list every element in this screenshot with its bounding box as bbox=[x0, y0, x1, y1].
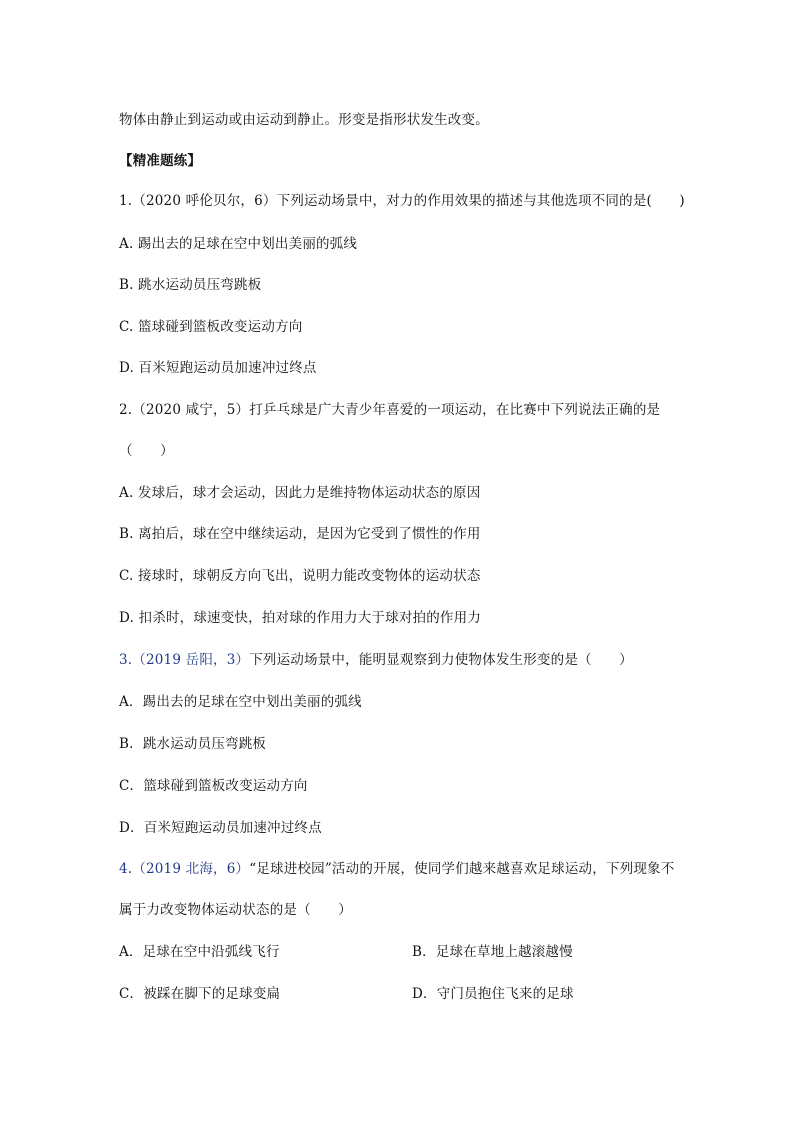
question-4-stem-line2: 属于力改变物体运动状态的是（ ） bbox=[119, 902, 352, 918]
question-3-source: 3.（2019 岳阳，3） bbox=[119, 652, 250, 668]
question-4-text: “足球进校园”活动的开展，使同学们越来越喜欢足球运动，下列现象不 bbox=[249, 861, 675, 877]
question-1-option-d: D. 百米短跑运动员加速冲过终点 bbox=[119, 360, 317, 376]
question-3-option-b: B．跳水运动员压弯跳板 bbox=[119, 736, 267, 752]
intro-text: 物体由静止到运动或由运动到静止。形变是指形状发生改变。 bbox=[119, 112, 489, 128]
question-2-option-c: C. 接球时，球朝反方向飞出，说明力能改变物体的运动状态 bbox=[119, 568, 481, 584]
question-3-text: 下列运动场景中，能明显观察到力使物体发生形变的是（ ） bbox=[249, 652, 633, 668]
question-2-stem: 2.（2020 咸宁，5）打乒乓球是广大青少年喜爱的一项运动，在比赛中下列说法正确的是 bbox=[119, 402, 661, 418]
question-1-option-b: B. 跳水运动员压弯跳板 bbox=[119, 277, 262, 293]
question-3-stem bbox=[119, 651, 633, 669]
question-2-option-b: B. 离拍后，球在空中继续运动，是因为它受到了惯性的作用 bbox=[119, 526, 481, 542]
question-3-option-d: D．百米短跑运动员加速冲过终点 bbox=[119, 820, 322, 836]
question-3-option-a: A．踢出去的足球在空中划出美丽的弧线 bbox=[119, 694, 362, 710]
question-4-option-b: B．足球在草地上越滚越慢 bbox=[412, 944, 573, 960]
question-1-stem: 1.（2020 呼伦贝尔，6）下列运动场景中，对力的作用效果的描述与其他选项不同的是( ) bbox=[119, 193, 685, 209]
question-1-option-c: C. 篮球碰到篮板改变运动方向 bbox=[119, 319, 303, 335]
question-4-option-c: C．被踩在脚下的足球变扁 bbox=[119, 986, 281, 1002]
question-2-stem-bracket: （ ） bbox=[119, 443, 174, 459]
question-2-option-d: D. 扣杀时，球速变快，拍对球的作用力大于球对拍的作用力 bbox=[119, 610, 482, 626]
section-title: 【精准题练】 bbox=[119, 153, 202, 169]
question-4-option-a: A．足球在空中沿弧线飞行 bbox=[119, 944, 280, 960]
question-4-stem bbox=[119, 860, 674, 878]
question-1-option-a: A. 踢出去的足球在空中划出美丽的弧线 bbox=[119, 236, 358, 252]
question-2-option-a: A. 发球后，球才会运动，因此力是维持物体运动状态的原因 bbox=[119, 485, 481, 501]
question-4-option-d: D．守门员抱住飞来的足球 bbox=[412, 986, 574, 1002]
question-4-source: 4.（2019 北海，6） bbox=[119, 861, 250, 877]
question-3-option-c: C．篮球碰到篮板改变运动方向 bbox=[119, 778, 308, 794]
